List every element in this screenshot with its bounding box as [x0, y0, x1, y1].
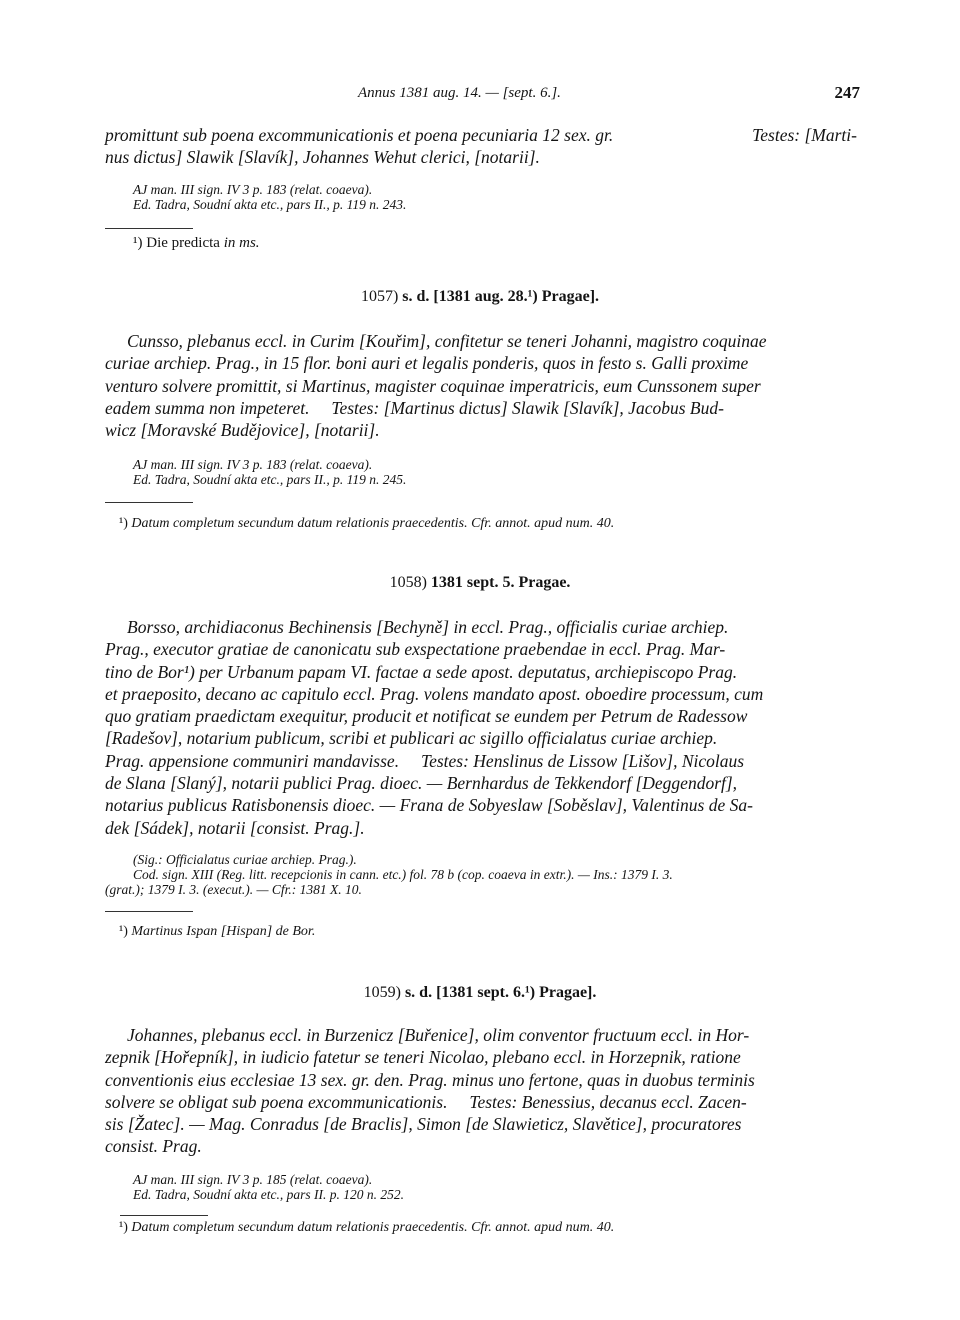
source-line: AJ man. III sign. IV 3 p. 183 (relat. coaeva). [133, 457, 373, 472]
text-line: zepnik [Hořepník], in iudicio fatetur se teneri Nicolao, plebano eccl. in Horzepnik, ratione [105, 1047, 741, 1068]
entry-text [105, 330, 857, 441]
footnote [105, 235, 885, 252]
footnote-text: in ms. [223, 235, 260, 251]
footnote-mark: ¹) [133, 235, 143, 251]
text-line: Borsso, archidiaconus Bechinensis [Bechyně] in eccl. Prag., officialis curiae archiep. [127, 617, 729, 637]
text-line: dek [Sádek], notarii [consist. Prag.]. [105, 817, 365, 838]
entry-date: 1381 sept. 5. Pragae. [430, 574, 571, 591]
source-note [105, 1172, 857, 1202]
entry-text [105, 616, 857, 839]
continuation-line: promittunt sub poena excommunicationis et poena pecuniaria 12 sex. gr. [105, 125, 614, 145]
entry-heading [0, 288, 960, 306]
entry-text [105, 1024, 857, 1158]
text-line: venturo solvere promittit, si Martinus, magister coquinae imperatricis, eum Cunssonem super [105, 375, 761, 396]
entry-number: 1059) [363, 984, 401, 1001]
entry-heading [0, 984, 960, 1002]
running-head [0, 83, 960, 105]
text-line: et praeposito, decano ac capitulo eccl. Prag. volens mandato apost. oboedire processum, cum [105, 683, 764, 704]
footnote [105, 515, 871, 532]
text-line: eadem summa non impeteret. Testes: [Martinus dictus] Slawik [Slavík], Jacobus Bud- [105, 397, 724, 418]
text-line: quo gratiam praedictam exequitur, producit et notificat se eundem per Petrum de Radessow [105, 706, 748, 727]
source-line: Ed. Tadra, Soudní akta etc., pars II. p. 120 n. 252. [133, 1187, 404, 1202]
text-line: Prag. appensione communiri mandavisse. Testes: Henslinus de Lissow [Lišov], Nicolaus [105, 750, 745, 771]
text-line: curiae archiep. Prag., in 15 flor. boni auri et legalis ponderis, quos in festo s. Galli proxime [105, 353, 749, 374]
text-line: Cunsso, plebanus eccl. in Curim [Kouřim], confitetur se teneri Johanni, magistro coquinae [127, 331, 767, 351]
source-note [105, 182, 857, 212]
continuation-line: nus dictus] Slawik [Slavík], Johannes Wehut clerici, [notarii]. [105, 147, 540, 168]
text-line: Johannes, plebanus eccl. in Burzenicz [Buřenice], olim conventor fructuum eccl. in Hor- [127, 1025, 750, 1045]
page-number: 247 [834, 83, 860, 102]
footnote-text: Martinus Ispan [Hispan] de Bor. [131, 924, 316, 939]
text-line: tino de Bor¹) per Urbanum papam VI. factae a sede apost. deputatus, archiepiscopo Prag. [105, 661, 738, 682]
footnote-text: Datum completum secundum datum relationis praecedentis. Cfr. annot. apud num. 40. [131, 1220, 615, 1235]
entry-number: 1058) [389, 574, 427, 591]
footnote-rule [105, 502, 193, 503]
source-line: Cod. sign. XIII (Reg. litt. recepcionis in cann. etc.) fol. 78 b (cop. coaeva in extr.). — Ins.: 1379 I. 3. [133, 867, 673, 882]
source-line: AJ man. III sign. IV 3 p. 185 (relat. coaeva). [133, 1172, 373, 1187]
source-note [105, 852, 857, 897]
footnote-mark: ¹) [119, 516, 128, 531]
text-line: sis [Žatec]. — Mag. Conradus [de Braclis], Simon [de Slawieticz, Slavětice], procuratores [105, 1114, 742, 1135]
text-line: conventionis eius ecclesiae 13 sex. gr. den. Prag. minus uno fertone, quas in duobus terminis [105, 1069, 755, 1090]
entry-date: s. d. [1381 sept. 6.¹) Pragae]. [404, 984, 597, 1001]
text-line: Prag., executor gratiae de canonicatu sub exspectatione praebendae in eccl. Prag. Mar- [105, 639, 726, 660]
entry-number: 1057) [360, 288, 399, 305]
footnote-rule [120, 1215, 208, 1216]
text-line: de Slana [Slaný], notarii publici Prag. dioec. — Bernhardus de Tekkendorf [Deggendorf], [105, 773, 738, 794]
source-line: (Sig.: Officialatus curiae archiep. Prag.). [133, 852, 357, 867]
text-line: wicz [Moravské Budějovice], [notarii]. [105, 420, 380, 441]
footnote-rule [105, 228, 193, 229]
footnote-mark: ¹) [119, 924, 128, 939]
continuation-line: Testes: [Marti- [752, 125, 857, 145]
source-line: Ed. Tadra, Soudní akta etc., pars II., p. 119 n. 243. [133, 197, 407, 212]
text-line: [Radešov], notarium publicum, scribi et publicari ac sigillo officialatus curiae archiep. [105, 728, 718, 749]
continuation-text [105, 124, 857, 169]
source-note [105, 457, 857, 487]
text-line: consist. Prag. [105, 1136, 202, 1157]
source-line: AJ man. III sign. IV 3 p. 183 (relat. coaeva). [133, 182, 373, 197]
footnote [105, 1219, 871, 1236]
footnote [105, 923, 871, 940]
entry-date: s. d. [1381 aug. 28.¹) Pragae]. [402, 288, 600, 305]
footnote-text: Die predicta [146, 235, 224, 251]
running-head-title: Annus 1381 aug. 14. — [sept. 6.]. [358, 85, 561, 101]
source-line: (grat.); 1379 I. 3. (execut.). — Cfr.: 1381 X. 10. [105, 882, 362, 897]
text-line: notarius publicus Ratisbonensis dioec. — Frana de Sobyeslaw [Soběslav], Valentinus de Sa- [105, 795, 753, 816]
footnote-mark: ¹) [119, 1220, 128, 1235]
footnote-rule [105, 911, 193, 912]
source-line: Ed. Tadra, Soudní akta etc., pars II., p. 119 n. 245. [133, 472, 407, 487]
footnote-text: Datum completum secundum datum relationis praecedentis. Cfr. annot. apud num. 40. [131, 516, 615, 531]
entry-heading [0, 574, 960, 592]
text-line: solvere se obligat sub poena excommunicationis. Testes: Benessius, decanus eccl. Zacen- [105, 1091, 747, 1112]
